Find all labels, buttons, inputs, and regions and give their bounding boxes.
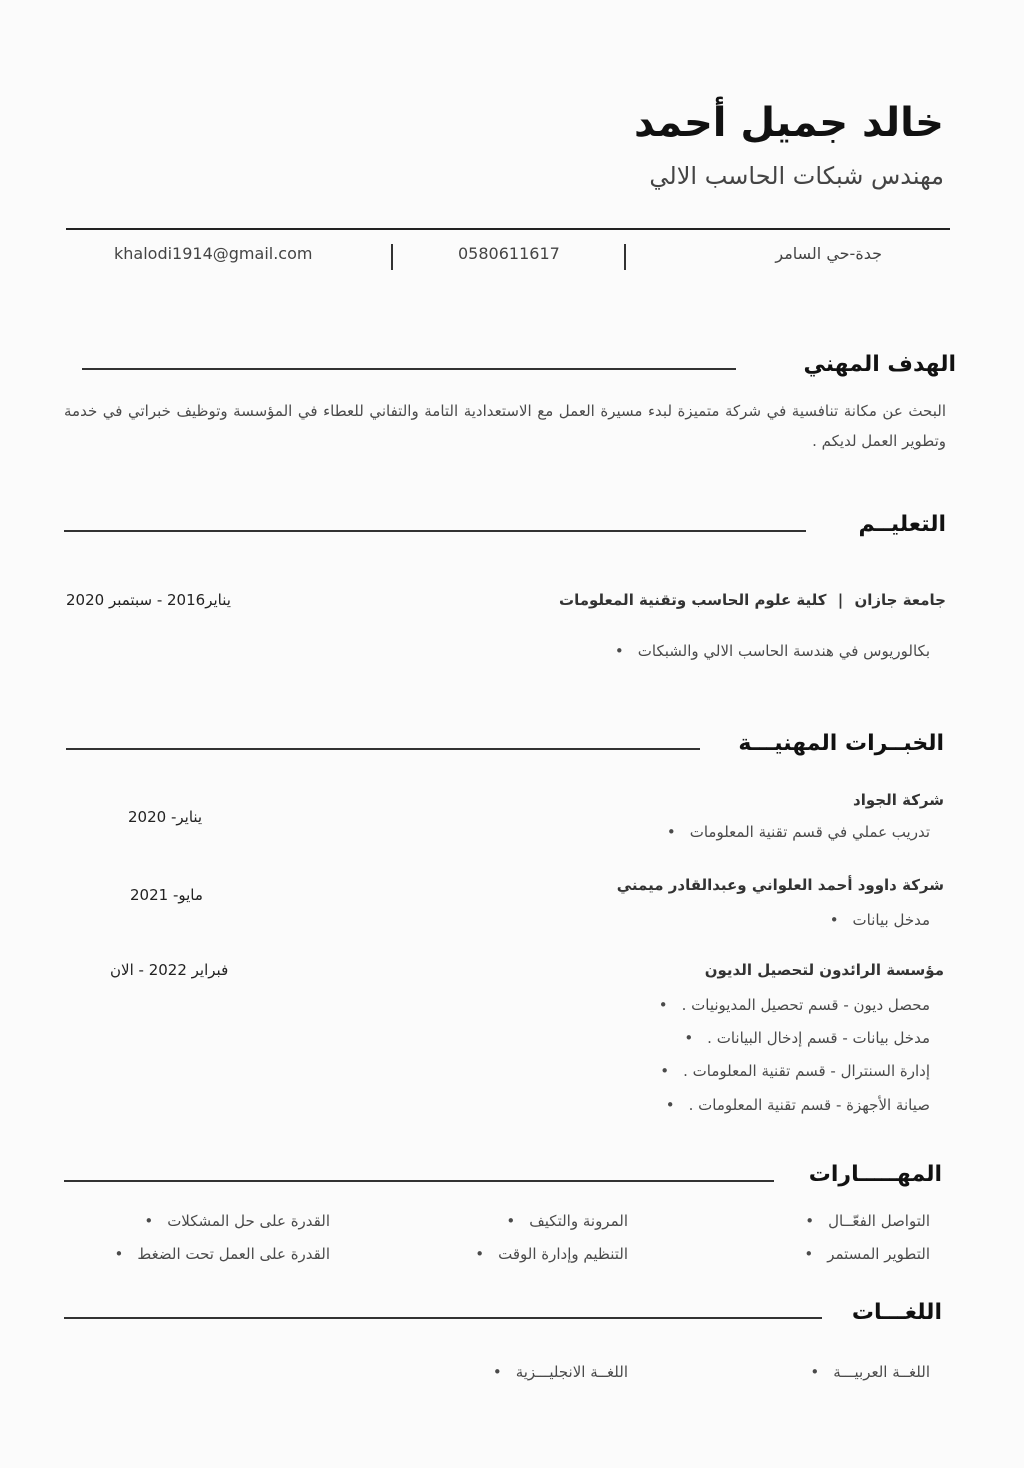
skill-item: القدرة على حل المشكلات •: [144, 1212, 330, 1230]
college-name: كلية علوم الحاسب وتقنية المعلومات: [559, 591, 827, 609]
job-duty: صيانة الأجهزة - قسم تقنية المعلومات . •: [666, 1096, 930, 1114]
languages-heading: اللغـــات: [851, 1300, 942, 1325]
skill-item: التطوير المستمر •: [804, 1245, 930, 1263]
university-name: جامعة جازان: [854, 591, 946, 609]
job-date: يناير- 2020: [128, 808, 203, 826]
language-item: اللغــة العربيـــة •: [810, 1363, 930, 1381]
job-date: فبراير 2022 - الان: [110, 961, 229, 979]
education-institution: [559, 591, 946, 609]
education-dates: يناير2016 - سبتمبر 2020: [66, 591, 231, 609]
education-degree: بكالوريوس في هندسة الحاسب الالي والشبكات •: [615, 642, 930, 660]
objective-text: البحث عن مكانة تنافسية في شركة متميزة لبدء مسيرة العمل مع الاستعدادية التامة والتفاني للعطاء في المؤسسة وتوظيف خبراتي في خدمة وتطوير العمل لديكم .: [64, 402, 946, 450]
job-company: شركة داوود أحمد العلواني وعبدالقادر ميمني: [616, 876, 944, 894]
skill-item: القدرة على العمل تحت الضغط •: [115, 1245, 330, 1263]
skills-heading: المهـــــارات: [808, 1162, 942, 1187]
languages-rule: [64, 1317, 822, 1319]
skill-item: التنظيم وإدارة الوقت •: [475, 1245, 628, 1263]
objective-rule: [82, 368, 736, 370]
job-duty: إدارة السنترال - قسم تقنية المعلومات . •: [660, 1062, 930, 1080]
institution-separator: |: [837, 591, 844, 609]
job-duty: مدخل بيانات •: [830, 911, 930, 929]
experience-rule: [66, 748, 700, 750]
contact-separator: [624, 244, 626, 270]
education-rule: [64, 530, 806, 532]
contact-email: khalodi1914@gmail.com: [114, 244, 313, 263]
language-item: اللغــة الانجليـــزية •: [493, 1363, 628, 1381]
job-company: مؤسسة الرائدون لتحصيل الديون: [704, 961, 944, 979]
skills-rule: [64, 1180, 774, 1182]
contact-separator: [391, 244, 393, 270]
skill-item: التواصل الفعّــال •: [805, 1212, 930, 1230]
candidate-name: خالد جميل أحمد: [634, 100, 944, 146]
job-duty: تدريب عملي في قسم تقنية المعلومات •: [667, 823, 930, 841]
experience-heading: الخبــرات المهنيـــة: [738, 731, 944, 756]
header-divider: [66, 228, 950, 230]
job-duty: مدخل بيانات - قسم إدخال البيانات . •: [684, 1029, 930, 1047]
contact-location: جدة-حي السامر: [775, 244, 882, 263]
education-heading: التعليــم: [858, 512, 946, 537]
job-date: مايو- 2021: [130, 886, 203, 904]
objective-heading: الهدف المهني: [803, 352, 956, 377]
skill-item: المرونة والتكيف •: [506, 1212, 628, 1230]
job-company: شركة الجواد: [853, 791, 944, 809]
job-title: مهندس شبكات الحاسب الالي: [649, 162, 944, 190]
job-duty: محصل ديون - قسم تحصيل المديونيات . •: [659, 996, 930, 1014]
contact-phone: 0580611617: [458, 244, 560, 263]
